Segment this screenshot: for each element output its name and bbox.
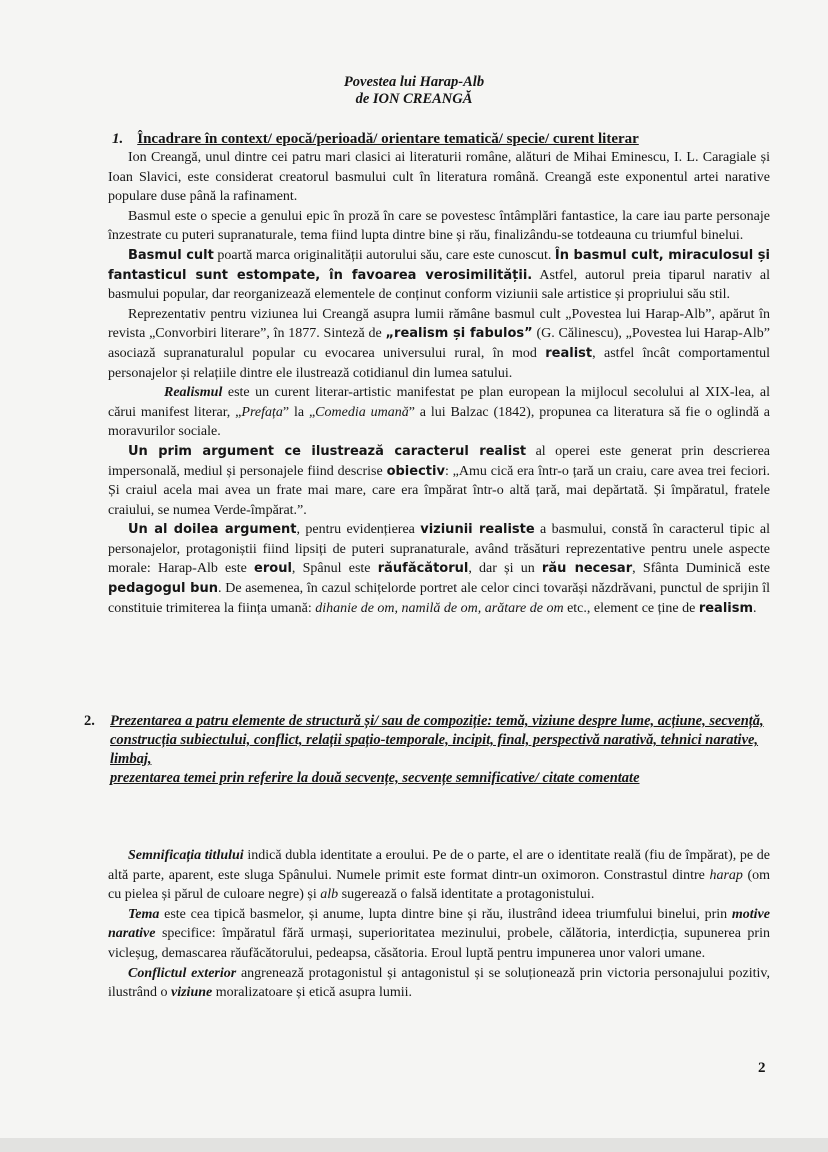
text-run: . bbox=[753, 600, 757, 616]
bold-italic-text: Realismul bbox=[164, 385, 223, 401]
section-1-heading bbox=[112, 130, 639, 148]
bold-text: pedagogul bun bbox=[108, 581, 219, 597]
text-run: (om cu pielea și părul de culoare negre) și bbox=[108, 867, 771, 903]
italic-text: alb bbox=[320, 887, 339, 903]
section-2-number: 2. bbox=[84, 713, 95, 729]
paragraph-realismul bbox=[108, 383, 770, 442]
bold-text: viziunii realiste bbox=[420, 522, 535, 538]
italic-text: Comedia umană bbox=[315, 404, 409, 420]
text-run: : „Amu cică era într-o țară un craiu, care avea trei feciori. Și craiul acela mai avea un frate mai mare, care era împărat într-o altă țară, mai depărtată. Și împăratul, fratele craiului, se numea Verde-împărat.”. bbox=[108, 463, 770, 518]
section-2-heading-line-2: prezentarea temei prin referire la două secvențe, secvențe semnificative/ citate comentate bbox=[110, 770, 640, 786]
italic-text: Prefața bbox=[241, 404, 283, 420]
text-run: (G. Călinescu), „Povestea lui Harap-Alb” asociază supranaturalul popular cu evocarea universului rural, în mod bbox=[108, 326, 770, 361]
text-run: , astfel încât comportamentul personajelor și relațiile dintre ele ilustrează cotidianul din lumea satului. bbox=[108, 345, 770, 381]
section-1-number: 1. bbox=[112, 131, 124, 147]
title-line-1: Povestea lui Harap-Alb bbox=[343, 74, 485, 90]
text-run: , Sfânta Duminică este bbox=[632, 561, 771, 577]
bold-italic-text: Semnificația titlului bbox=[128, 848, 244, 863]
paragraph-conflictul-exterior bbox=[108, 964, 770, 1003]
bold-text: rău necesar bbox=[541, 561, 633, 577]
text-run: este cea tipică basmelor, și anume, lupta dintre bine și rău, ilustrând ideea triumfului binelui, prin bbox=[159, 906, 732, 922]
bold-italic-text: viziune bbox=[171, 985, 213, 1001]
text-run: a basmului, constă în caracterul tipic al personajelor, protagoniștii fiind lipsiți de puteri supranaturale, având trăsături reprezentative pentru unele aspecte morale: Harap-Alb este bbox=[108, 522, 771, 577]
italic-text: harap bbox=[709, 867, 743, 883]
bold-italic-text: motive narative bbox=[108, 906, 770, 942]
text-run: Astfel, autorul preia tiparul narativ al basmului popular, dar reorganizează elementele de conținut conform viziunii sale artistice și propriului său stil. bbox=[108, 267, 771, 303]
italic-text: dihanie de om, namilă de om, arătare de om bbox=[315, 600, 564, 616]
text-run: ” la „ bbox=[282, 404, 316, 420]
bold-italic-text: Conflictul exterior bbox=[128, 965, 237, 981]
page-bottom-edge bbox=[0, 1138, 828, 1152]
bold-text: obiectiv bbox=[386, 463, 445, 479]
section-1-heading-text: Încadrare în context/ epocă/perioadă/ orientare tematică/ specie/ curent literar bbox=[137, 131, 639, 147]
bold-text: Un prim argument ce ilustrează caracterul realist bbox=[128, 443, 527, 459]
paragraph-reprezentativ bbox=[108, 305, 770, 383]
text-run: Reprezentativ pentru viziunea lui Creangă asupra lumii rămâne basmul cult „Povestea lui Harap-Alb”, apărut în revista „Convorbiri literare”, în 1877. Sinteză de bbox=[108, 306, 770, 342]
section-2-heading bbox=[84, 712, 774, 788]
paragraph-semnificatia-titlului bbox=[108, 846, 770, 905]
bold-text: eroul bbox=[254, 561, 292, 577]
text-run: , pentru evidențierea bbox=[296, 522, 421, 538]
text-run: poartă marca originalității autorului său, care este cunoscut. bbox=[213, 247, 555, 263]
section-2-heading-text: Prezentarea a patru elemente de structură și/ sau de compoziție: temă, viziune despre lume, acțiune, secvență, construcția subiectului, conflict, relații spațio-temporale, incipit, final, perspectivă narativă, tehnici narative, limbaj, bbox=[110, 713, 764, 767]
bold-text: Un al doilea argument bbox=[128, 522, 297, 538]
section-1-body bbox=[108, 148, 770, 618]
section-2-body bbox=[108, 846, 770, 1003]
bold-text: răufăcătorul bbox=[377, 561, 469, 577]
paragraph-basmul: Basmul este o specie a genului epic în proză în care se povestesc întâmplări fantastice, la care iau parte personaje înzestrate cu puteri supranaturale, tema fiind lupta dintre bine și rău, finalizându-se totdeauna cu triumful binelui. bbox=[108, 208, 770, 244]
text-run: , Spânul este bbox=[291, 561, 378, 577]
bold-text: realist bbox=[545, 345, 593, 361]
title-line-2: de ION CREANGĂ bbox=[355, 91, 473, 107]
paragraph-al-doilea-argument bbox=[108, 520, 770, 618]
text-run: sugerează o falsă identitate a protagonistului. bbox=[338, 887, 595, 903]
bold-text: realism bbox=[698, 600, 754, 616]
document-title bbox=[0, 74, 828, 108]
text-run: al operei este generat prin descrierea impersonală, mediul și personajele fiind descrise bbox=[108, 443, 770, 479]
bold-text: În basmul cult, miraculosul și fantasticul sunt estompate, în favoarea verosimilității. bbox=[108, 247, 770, 283]
bold-italic-text: Tema bbox=[128, 906, 160, 922]
paragraph-basmul-cult bbox=[108, 246, 770, 305]
text-run: . De asemenea, în cazul schițelorde portret ale celor cinci tovarăși năzdrăvani, punctul de sprijin îl constituie trimiterea la ființa umană: bbox=[108, 581, 771, 616]
text-run: moralizatoare și etică asupra lumii. bbox=[212, 985, 413, 1001]
paragraph-ion-creanga: Ion Creangă, unul dintre cei patru mari clasici ai literaturii române, alături de Mihai Eminescu, I. L. Caragiale și Ioan Slavici, este considerat creatorul basmului cult în literatura română. Creangă este exponentul artei narative populare duse până la rafinament. bbox=[108, 150, 770, 205]
page-number: 2 bbox=[758, 1060, 766, 1076]
text-run: , dar și un bbox=[468, 561, 542, 577]
paragraph-primul-argument bbox=[108, 442, 770, 520]
text-run: specifice: împăratul fără urmași, superioritatea mezinului, probele, călătoria, interdicția, supunerea prin vicleșug, demascarea răufăcătorului, pedeapsa, căsătoria. Eroul luptă pentru impunerea unor valori umane. bbox=[108, 926, 770, 961]
text-run: indică dubla identitate a eroului. Pe de o parte, el are o identitate reală (fiu de împărat), pe de altă parte, aparent, este sluga Spânului. Numele primit este format dintr-un oximoron. Constrastul dintre bbox=[108, 848, 770, 883]
text-run: ” a lui Balzac (1842), propunea ca literatura să fie o oglindă a moravurilor sociale. bbox=[108, 404, 770, 440]
bold-text: Basmul cult bbox=[128, 247, 214, 263]
bold-text: „realism și fabulos” bbox=[385, 326, 533, 342]
text-run: etc., element ce ține de bbox=[563, 600, 699, 616]
text-run: este un curent literar-artistic manifestat pe plan european la mijlocul secolului al XIX-lea, al cărui manifest literar, „ bbox=[108, 385, 770, 420]
text-run: angrenează protagonistul și antagonistul și se soluționează prin victoria personajului pozitiv, ilustrând o bbox=[108, 965, 770, 1001]
paragraph-tema bbox=[108, 905, 770, 964]
